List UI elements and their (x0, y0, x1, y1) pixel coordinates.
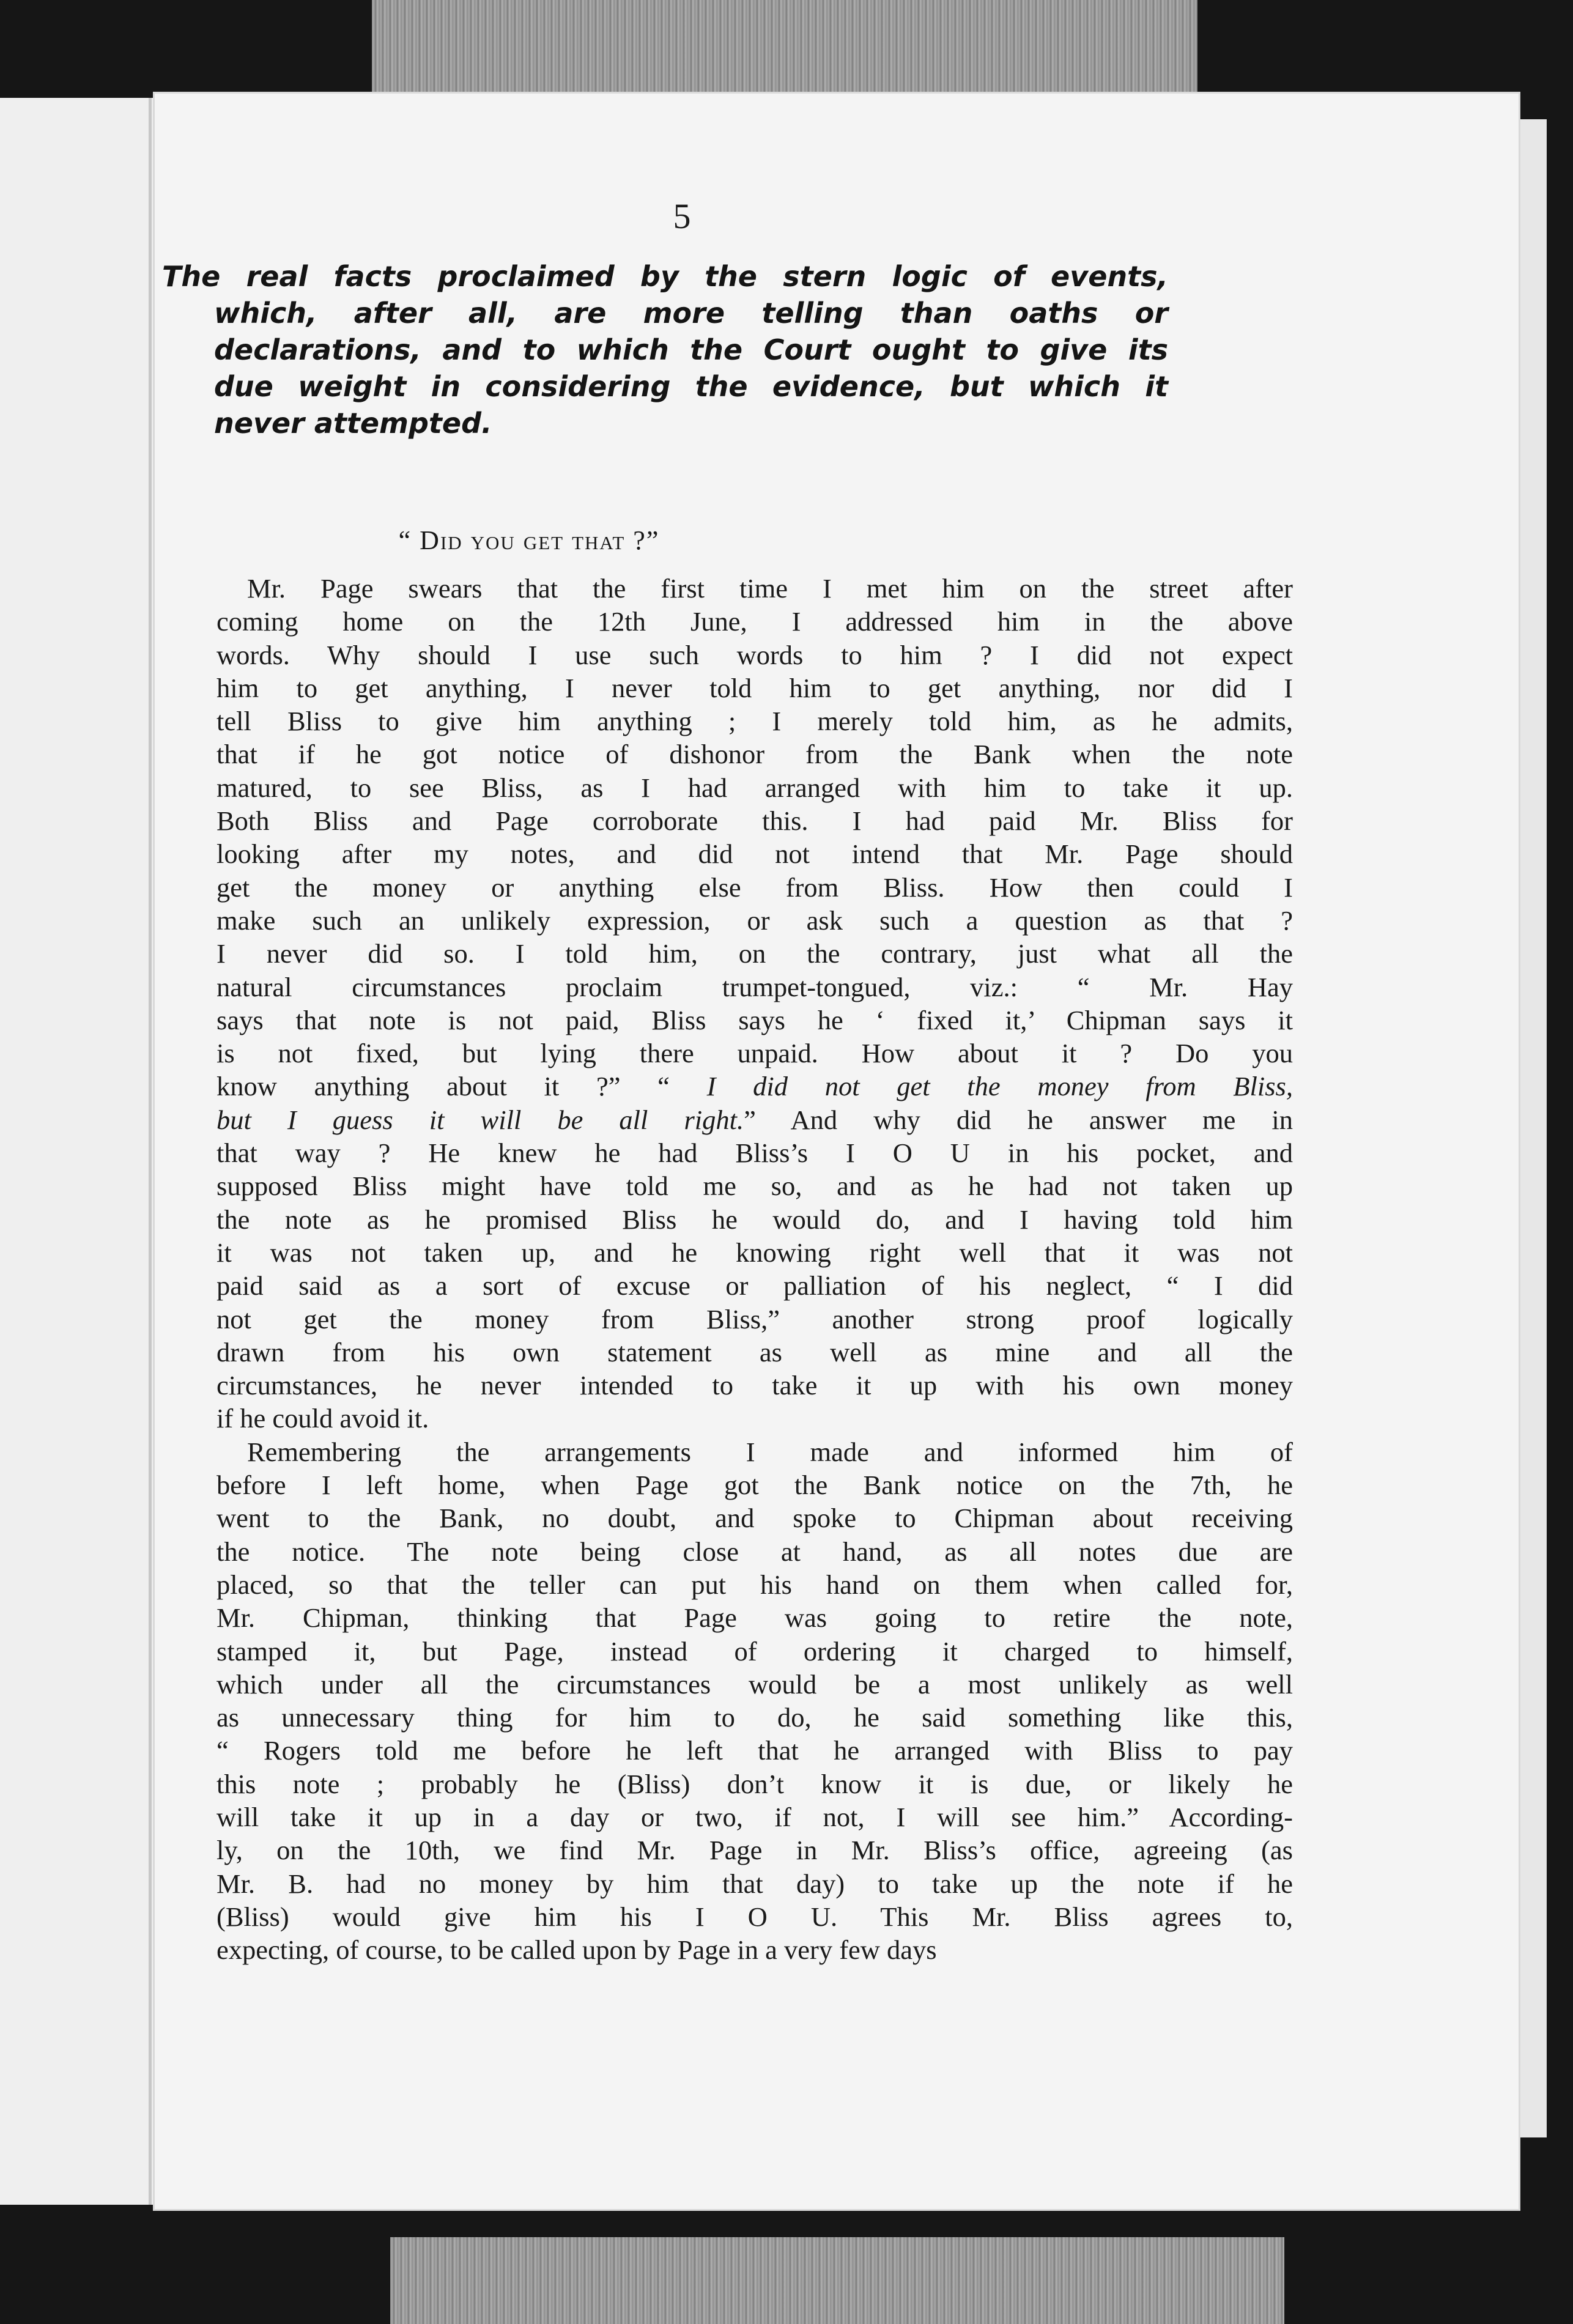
text-line: words. Why should I use such words to him ? I did not expect (217, 639, 1293, 670)
text-line: looking after my notes, and did not intend that Mr. Page should (217, 838, 1293, 870)
text-line: but I guess it will be all right.” And why did he answer me in (217, 1104, 1293, 1135)
text-line: ly, on the 10th, we find Mr. Page in Mr. Bliss’s office, agreeing (as (217, 1835, 1293, 1866)
text-line: is not fixed, but lying there unpaid. How about it ? Do you (217, 1038, 1293, 1069)
text-line: not get the money from Bliss,” another strong proof logically (217, 1303, 1293, 1334)
text-line: drawn from his own statement as well as mine and all the (217, 1336, 1293, 1367)
heading-line: never attempted. (214, 407, 492, 440)
text-line: this note ; probably he (Bliss) don’t know it is due, or likely he (217, 1768, 1293, 1799)
text-line: matured, to see Bliss, as I had arranged with him to take it up. (217, 772, 1293, 803)
text-line: as unnecessary thing for him to do, he said something like this, (217, 1702, 1293, 1733)
page-number: 5 (673, 196, 691, 236)
quoted-subheading: “ Did you get that ?” (398, 525, 660, 555)
text-line: know anything about it ?” “ I did not get the money from Bliss, (217, 1071, 1293, 1102)
heading-line: due weight in considering the evidence, but which it (214, 370, 1168, 403)
text-line: went to the Bank, no doubt, and spoke to Chipman about receiving (217, 1503, 1293, 1534)
text-line: natural circumstances proclaim trumpet-tongued, viz.: “ Mr. Hay (217, 971, 1293, 1002)
scan-border-bottom (390, 2237, 1284, 2324)
text-line: the notice. The note being close at hand, as all notes due are (217, 1536, 1293, 1567)
scan-border-top (372, 0, 1197, 92)
text-line: the note as he promised Bliss he would do, and I having told him (217, 1204, 1293, 1235)
text-line: Mr. Chipman, thinking that Page was going to retire the note, (217, 1602, 1293, 1634)
text-line: which under all the circumstances would be a most unlikely as well (217, 1668, 1293, 1700)
text-line: Mr. B. had no money by him that day) to take up the note if he (217, 1868, 1293, 1899)
text-line: that if he got notice of dishonor from the Bank when the note (217, 739, 1293, 770)
text-line: get the money or anything else from Bliss. How then could I (217, 871, 1293, 903)
text-line: “ Rogers told me before he left that he arranged with Bliss to pay (217, 1735, 1293, 1766)
text-line: says that note is not paid, Bliss says he ‘ fixed it,’ Chipman says it (217, 1004, 1293, 1035)
text-line: tell Bliss to give him anything ; I merely told him, as he admits, (217, 706, 1293, 737)
paragraph-1 (217, 572, 1293, 1435)
text-line: expecting, of course, to be called upon by Page in a very few days (217, 1934, 937, 1966)
text-line: I never did so. I told him, on the contrary, just what all the (217, 938, 1293, 969)
text-line: supposed Bliss might have told me so, and as he had not taken up (217, 1171, 1293, 1202)
text-line: stamped it, but Page, instead of ordering it charged to himself, (217, 1635, 1293, 1667)
heading-line: declarations, and to which the Court ought to give its (214, 333, 1168, 366)
text-line: that way ? He knew he had Bliss’s I O U in his pocket, and (217, 1138, 1293, 1169)
text-line: placed, so that the teller can put his hand on them when called for, (217, 1569, 1293, 1600)
page-fold (149, 98, 152, 2205)
body-text (217, 572, 1293, 1966)
text-line: him to get anything, I never told him to get anything, nor did I (217, 672, 1293, 703)
text-line: it was not taken up, and he knowing right well that it was not (217, 1237, 1293, 1268)
text-line: before I left home, when Page got the Bank notice on the 7th, he (217, 1470, 1293, 1501)
heading-line: The real facts proclaimed by the stern logic of events, (162, 260, 1168, 293)
text-line: if he could avoid it. (217, 1403, 429, 1434)
text-line: will take it up in a day or two, if not, I will see him.” According- (217, 1801, 1293, 1832)
text-line: coming home on the 12th June, I addressed him in the above (217, 606, 1293, 637)
text-line: Remembering the arrangements I made and informed him of (247, 1436, 1293, 1467)
text-line: circumstances, he never intended to take it up with his own money (217, 1370, 1293, 1401)
text-line: Both Bliss and Page corroborate this. I had paid Mr. Bliss for (217, 805, 1293, 837)
text-line: Mr. Page swears that the first time I met him on the street after (247, 573, 1293, 604)
section-heading (162, 258, 1168, 442)
paragraph-2 (217, 1435, 1293, 1967)
heading-line: which, after all, are more telling than oaths or (214, 297, 1168, 330)
text-line: (Bliss) would give him his I O U. This Mr. Bliss agrees to, (217, 1901, 1293, 1932)
text-line: make such an unlikely expression, or ask such a question as that ? (217, 905, 1293, 936)
text-line: paid said as a sort of excuse or palliation of his neglect, “ I did (217, 1270, 1293, 1301)
